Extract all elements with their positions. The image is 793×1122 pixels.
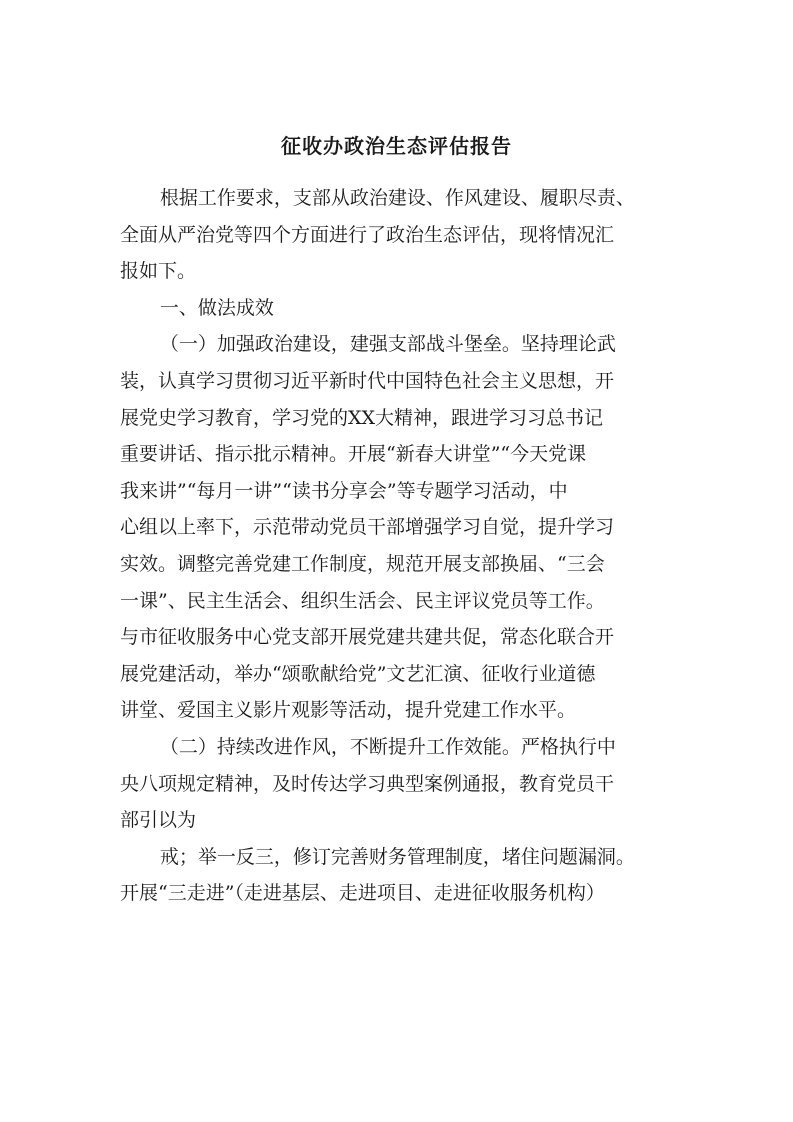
text-line: 全面从严治党等四个方面进行了政治生态评估，现将情况汇	[120, 223, 615, 246]
section-heading-1	[120, 290, 680, 327]
document-body	[120, 180, 680, 912]
text-line: 报如下。	[120, 260, 197, 283]
text-line: 根据工作要求，支部从政治建设、作风建设、履职尽责、	[159, 187, 635, 209]
text-line: 重要讲话、指示批示精神。开展“新春大讲堂”“今天党课	[120, 443, 587, 466]
text-line: 展党史学习教育，学习党的XX大精神，跟进学习习总书记	[120, 406, 604, 429]
paragraph-work-style	[120, 729, 680, 839]
text-line: 我来讲”“每月一讲”“读书分享会”等专题学习活动，中	[120, 479, 568, 502]
paragraph-intro	[120, 180, 680, 290]
text-line: 开展“三走进”（走进基层、走进项目、走进征收服务机构）	[120, 882, 605, 905]
text-line: 心组以上率下，示范带动党员干部增强学习自觉，提升学习	[120, 516, 615, 539]
text-line: 实效。调整完善党建工作制度，规范开展支部换届、“三会	[120, 552, 605, 575]
text-line: 部引以为	[120, 809, 197, 832]
text-line: （二）持续改进作风，不断提升工作效能。严格执行中	[159, 735, 616, 758]
text-line: 央八项规定精神，及时传达学习典型案例通报，教育党员干	[120, 772, 615, 795]
text-line: 装，认真学习贯彻习近平新时代中国特色社会主义思想，开	[120, 369, 615, 392]
text-line: 一课”、民主生活会、组织生活会、民主评议党员等工作。	[120, 589, 605, 612]
text-line: 讲堂、爱国主义影片观影等活动，提升党建工作水平。	[120, 699, 577, 722]
text-line: 与市征收服务中心党支部开展党建共建共促，常态化联合开	[120, 626, 615, 649]
paragraph-political-building	[120, 326, 680, 729]
text-line: 展党建活动，举办“颂歌献给党”文艺汇演、征收行业道德	[120, 662, 596, 685]
text-line: 一、做法成效	[159, 296, 274, 319]
text-line: （一）加强政治建设，建强支部战斗堡垒。坚持理论武	[159, 333, 616, 356]
text-line: 戒；举一反三，修订完善财务管理制度，堵住问题漏洞。	[159, 845, 635, 868]
paragraph-continuation	[120, 839, 680, 912]
page-title: 征收办政治生态评估报告	[281, 134, 512, 158]
